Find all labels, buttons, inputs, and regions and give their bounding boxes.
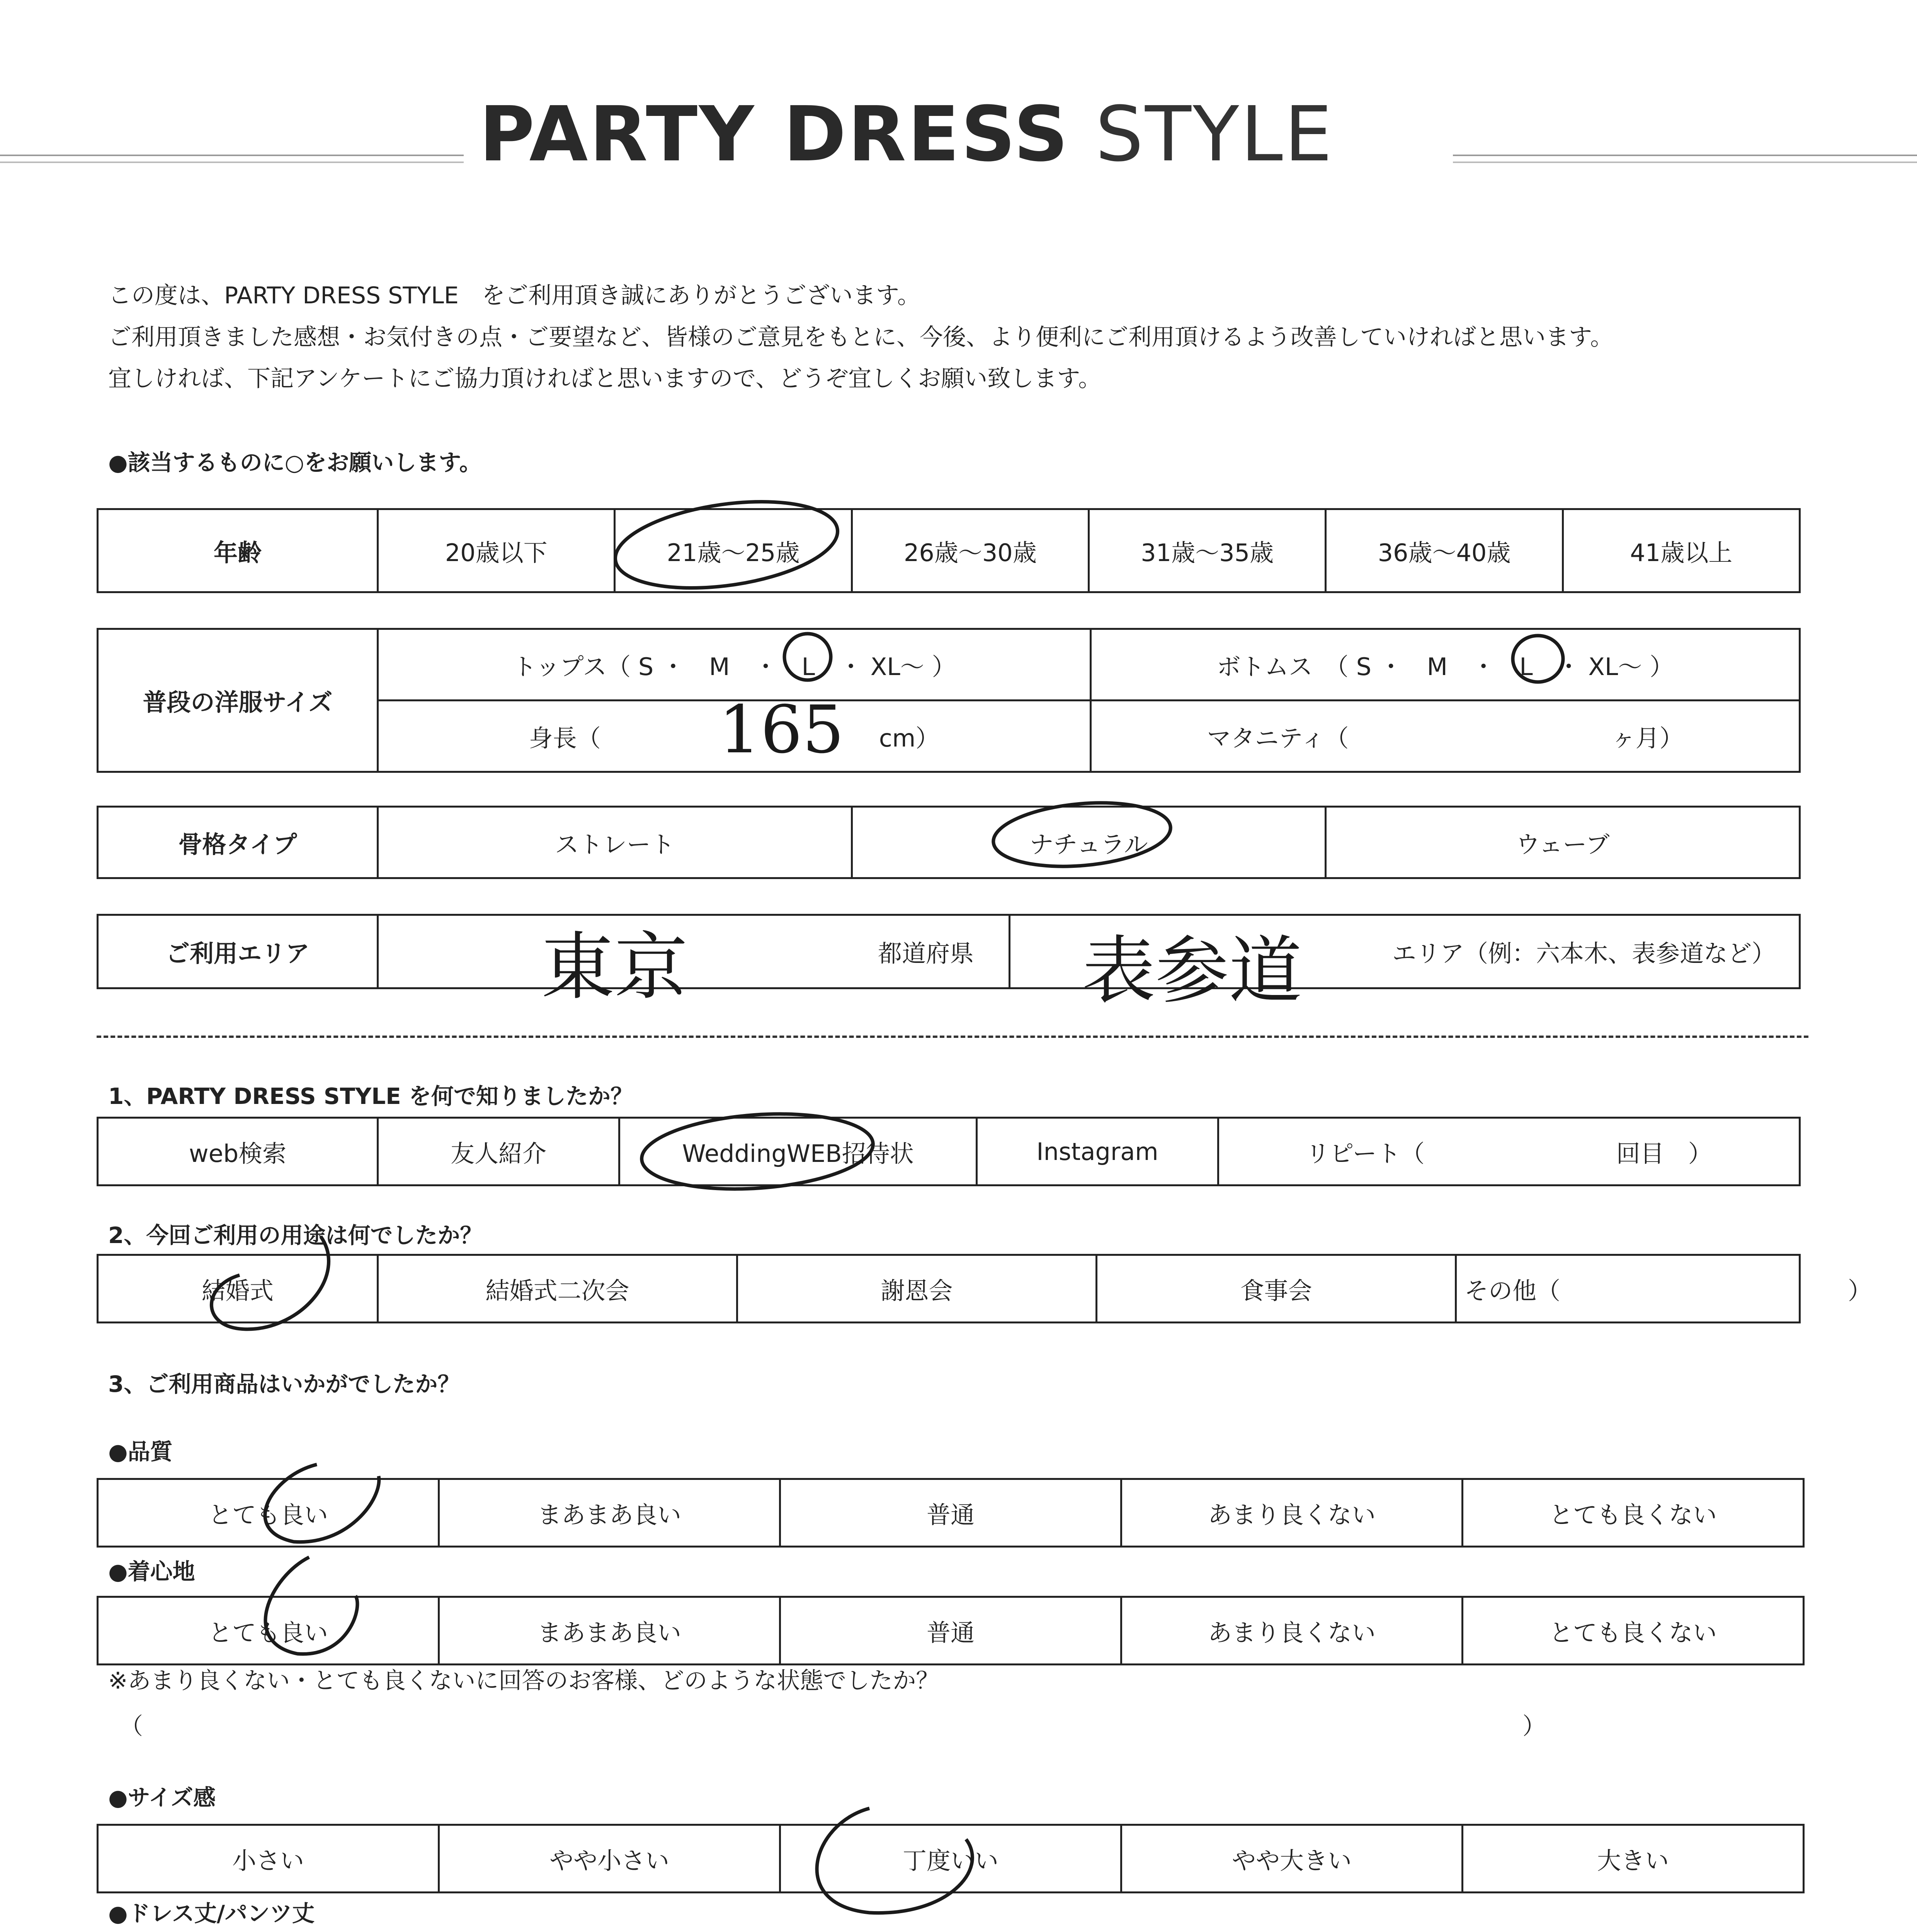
paren-open: （: [120, 1713, 143, 1740]
title-bold: PARTY DRESS: [479, 90, 1070, 179]
length-label: ●ドレス丈/パンツ丈: [108, 1900, 315, 1927]
quality-option[interactable]: あまり良くない: [1121, 1479, 1463, 1547]
comfort-option[interactable]: とても良くない: [1463, 1597, 1804, 1665]
q1-option[interactable]: リピート（ 回目 ）: [1218, 1118, 1800, 1185]
area-suffix: エリア（例：六本木、表参道など）: [1392, 939, 1776, 968]
quality-note: ※あまり良くない・とても良くないに回答のお客様、どのような状態でしたか？: [108, 1667, 939, 1694]
size-feel-option[interactable]: 大きい: [1463, 1825, 1804, 1893]
comfort-label: ●着心地: [108, 1558, 195, 1585]
q2-circle: [211, 1236, 328, 1329]
frame-option[interactable]: ナチュラル: [852, 807, 1326, 878]
bottoms-circle: [1513, 636, 1563, 682]
q2-option[interactable]: 謝恩会: [737, 1255, 1097, 1323]
q2-option[interactable]: 結婚式: [98, 1255, 378, 1323]
instruction: ●該当するものに○をお願いします。: [108, 449, 482, 476]
area-handwritten: 表参道: [1082, 928, 1303, 1014]
q1-label: 1、PARTY DRESS STYLE を何で知りましたか？: [108, 1083, 633, 1109]
size-feel-option[interactable]: やや大きい: [1121, 1825, 1463, 1893]
tops-size[interactable]: トップス（ S ・ M ・ L ・ XL～ ）: [378, 629, 1091, 701]
paren-close: ）: [1522, 1713, 1546, 1740]
age-option[interactable]: 36歳～40歳: [1326, 509, 1563, 592]
title-light: STYLE: [1095, 90, 1334, 179]
comfort-option[interactable]: まあまあ良い: [439, 1597, 780, 1665]
q1-option[interactable]: 友人紹介: [378, 1118, 619, 1185]
quality-label: ●品質: [108, 1439, 173, 1465]
age-label: 年齢: [98, 509, 378, 592]
q3-label: 3、ご利用商品はいかがでしたか？: [108, 1371, 460, 1397]
quality-option[interactable]: 普通: [780, 1479, 1121, 1547]
comfort-option[interactable]: あまり良くない: [1121, 1597, 1463, 1665]
comfort-option[interactable]: 普通: [780, 1597, 1121, 1665]
quality-option[interactable]: まあまあ良い: [439, 1479, 780, 1547]
intro-line-3: 宜しければ、下記アンケートにご協力頂ければと思いますので、どうぞ宜しくお願い致します。: [108, 365, 1102, 392]
intro-line-1: この度は、PARTY DRESS STYLE をご利用頂き誠にありがとうございます。: [108, 282, 921, 309]
size-feel-option[interactable]: 丁度いい: [780, 1825, 1121, 1893]
q2-option[interactable]: 食事会: [1097, 1255, 1456, 1323]
quality-option[interactable]: とても良くない: [1463, 1479, 1804, 1547]
intro-line-2: ご利用頂きました感想・お気付きの点・ご要望など、皆様のご意見をもとに、今後、より便利にご利用頂けるよう改善していければと思います。: [108, 324, 1614, 351]
q2-option[interactable]: 結婚式二次会: [378, 1255, 737, 1323]
area-label: ご利用エリア: [98, 915, 378, 988]
q1-option[interactable]: web検索: [98, 1118, 378, 1185]
size-feel-option[interactable]: やや小さい: [439, 1825, 780, 1893]
frame-label: 骨格タイプ: [98, 807, 378, 878]
size-feel-circle: [817, 1808, 972, 1913]
q2-option[interactable]: その他（ ）: [1456, 1255, 1800, 1323]
maternity-suffix: ヶ月）: [1611, 724, 1684, 752]
q1-circle: [639, 1107, 876, 1196]
age-option[interactable]: 20歳以下: [378, 509, 615, 592]
age-option[interactable]: 41歳以上: [1563, 509, 1800, 592]
quality-circle: [265, 1464, 379, 1542]
size-feel-option[interactable]: 小さい: [98, 1825, 439, 1893]
comfort-circle: [265, 1557, 357, 1654]
age-option[interactable]: 31歳～35歳: [1089, 509, 1325, 592]
height-suffix: cm）: [879, 724, 940, 752]
size-label: 普段の洋服サイズ: [98, 629, 378, 772]
frame-circle: [991, 796, 1173, 873]
prefecture-handwritten: 東京: [541, 924, 688, 1010]
frame-option[interactable]: ストレート: [378, 807, 852, 878]
tops-circle: [784, 634, 831, 680]
quality-option[interactable]: とても良い: [98, 1479, 439, 1547]
size-feel-label: ●サイズ感: [108, 1784, 216, 1811]
maternity-prefix: マタニティ（: [1207, 724, 1349, 752]
age-option[interactable]: 21歳～25歳: [615, 509, 852, 592]
bottoms-size[interactable]: ボトムス （ S ・ M ・ L ・ XL～ ）: [1091, 629, 1800, 701]
comfort-option[interactable]: とても良い: [98, 1597, 439, 1665]
age-option[interactable]: 26歳～30歳: [852, 509, 1089, 592]
q1-option[interactable]: Instagram: [977, 1118, 1218, 1185]
frame-option[interactable]: ウェーブ: [1326, 807, 1800, 878]
q1-option[interactable]: WeddingWEB招待状: [619, 1118, 977, 1185]
q2-label: 2、今回ご利用の用途は何でしたか？: [108, 1222, 483, 1248]
age-circle: [610, 489, 843, 601]
height-prefix: 身長（: [529, 724, 601, 752]
prefecture-suffix: 都道府県: [878, 939, 974, 968]
height-handwritten: 165: [719, 692, 844, 768]
